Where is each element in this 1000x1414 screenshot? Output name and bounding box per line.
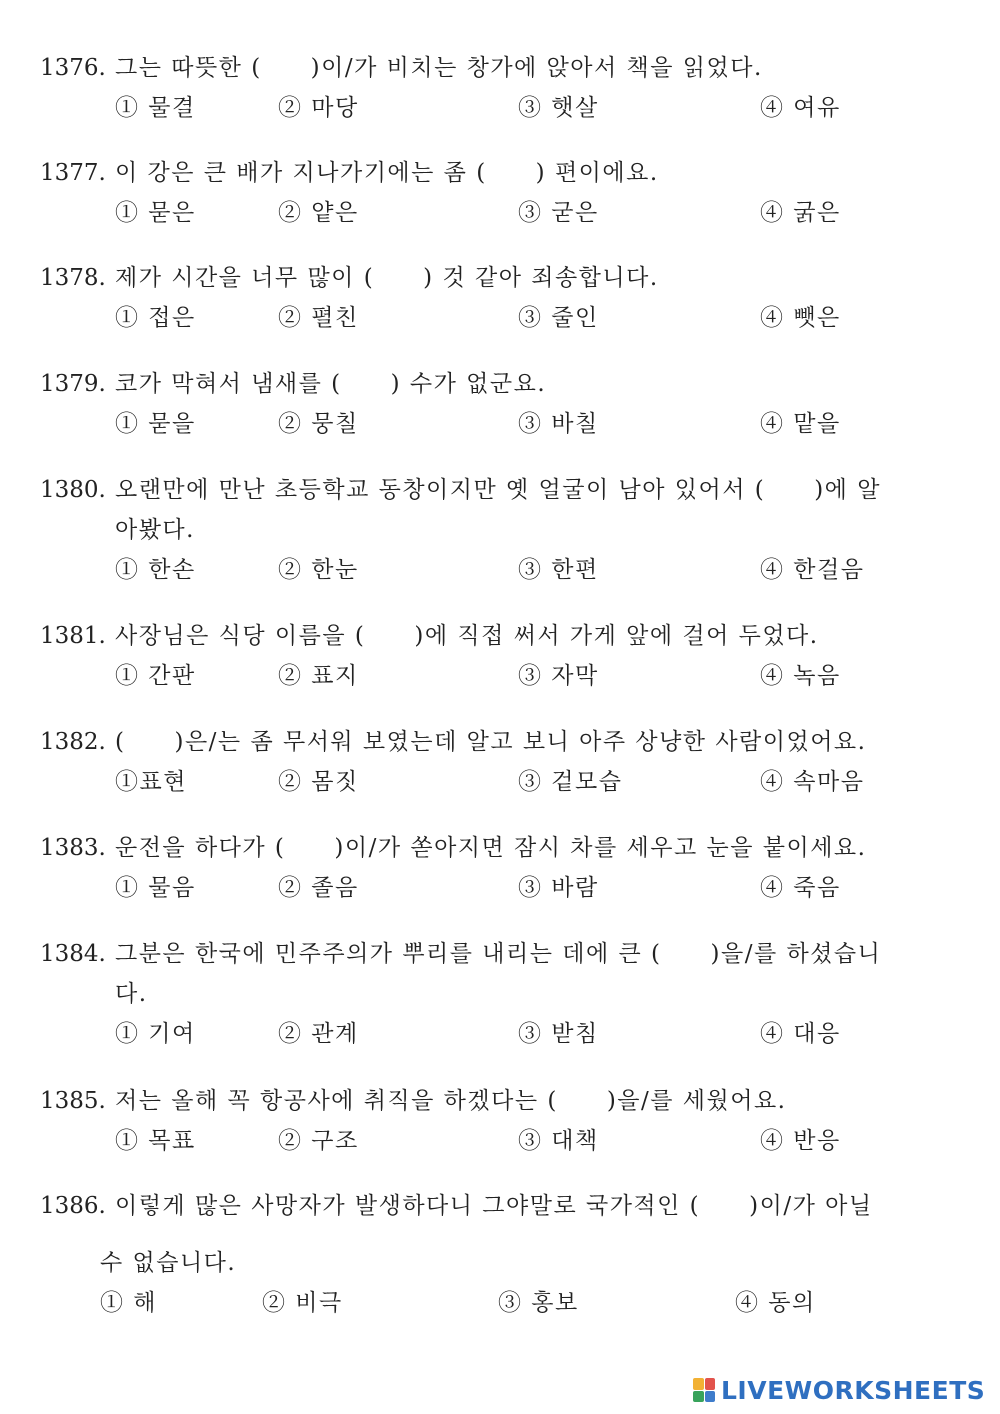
- question-1384: [0, 934, 1000, 1054]
- logo-square-yellow: [693, 1378, 704, 1390]
- question-1382: [0, 722, 1000, 802]
- question-text: 제가 시간을 너무 많이 ( ) 것 같아 죄송합니다.: [115, 265, 659, 291]
- question-number: 1383.: [40, 835, 106, 861]
- option-4: ④ 맡을: [760, 411, 841, 437]
- question-1380: [0, 470, 1000, 590]
- option-3: ③ 줄인: [518, 305, 599, 331]
- question-number: 1380.: [40, 477, 106, 503]
- question-1383: [0, 828, 1000, 908]
- question-1381: [0, 616, 1000, 696]
- option-1: ① 접은: [115, 305, 196, 331]
- question-text: 사장님은 식당 이름을 ( )에 직접 써서 가게 앞에 걸어 두었다.: [115, 623, 819, 649]
- question-number: 1385.: [40, 1088, 106, 1114]
- question-text: 코가 막혀서 냄새를 ( ) 수가 없군요.: [115, 371, 547, 397]
- option-2: ② 몸짓: [278, 769, 359, 795]
- option-3: ③ 굳은: [518, 200, 599, 226]
- question-number: 1377.: [40, 160, 106, 186]
- option-2: ② 펼친: [278, 305, 359, 331]
- question-number: 1379.: [40, 371, 106, 397]
- option-1: ① 묻은: [115, 200, 196, 226]
- question-number: 1384.: [40, 941, 106, 967]
- liveworksheets-mark-icon: [693, 1378, 715, 1402]
- option-2: ② 한눈: [278, 557, 359, 583]
- question-text-continuation: 아봤다.: [115, 517, 195, 543]
- option-2: ② 졸음: [278, 875, 359, 901]
- option-3: ③ 겉모습: [518, 769, 623, 795]
- option-1: ① 기여: [115, 1021, 196, 1047]
- option-2: ② 표지: [278, 663, 359, 689]
- question-1386: [0, 1186, 1000, 1323]
- option-1: ① 묻을: [115, 411, 196, 437]
- option-4: ④ 녹음: [760, 663, 841, 689]
- option-4: ④ 동의: [735, 1290, 816, 1316]
- option-2: ② 비극: [262, 1290, 343, 1316]
- option-1: ① 물음: [115, 875, 196, 901]
- option-3: ③ 한편: [518, 557, 599, 583]
- option-2: ② 뭉칠: [278, 411, 359, 437]
- option-3: ③ 햇살: [518, 95, 599, 121]
- option-4: ④ 굵은: [760, 200, 841, 226]
- option-1: ①표현: [115, 769, 187, 795]
- question-text: 오랜만에 만난 초등학교 동창이지만 옛 얼굴이 남아 있어서 ( )에 알: [115, 477, 881, 503]
- option-1: ① 목표: [115, 1128, 196, 1154]
- logo-square-red: [705, 1378, 716, 1390]
- option-3: ③ 홍보: [498, 1290, 579, 1316]
- option-3: ③ 받침: [518, 1021, 599, 1047]
- question-text: 이 강은 큰 배가 지나가기에는 좀 ( ) 편이에요.: [115, 160, 659, 186]
- option-4: ④ 여유: [760, 95, 841, 121]
- question-text: 이렇게 많은 사망자가 발생하다니 그야말로 국가적인 ( )이/가 아닐: [115, 1193, 873, 1219]
- question-1378: [0, 258, 1000, 338]
- question-text: 그분은 한국에 민주주의가 뿌리를 내리는 데에 큰 ( )을/를 하셨습니: [115, 941, 882, 967]
- option-4: ④ 죽음: [760, 875, 841, 901]
- option-1: ① 물결: [115, 95, 196, 121]
- logo-square-blue: [705, 1391, 716, 1403]
- question-number: 1386.: [40, 1193, 106, 1219]
- question-1376: [0, 48, 1000, 128]
- question-text: 저는 올해 꼭 항공사에 취직을 하겠다는 ( )을/를 세웠어요.: [115, 1088, 787, 1114]
- liveworksheets-logo: [693, 1375, 985, 1405]
- option-1: ① 한손: [115, 557, 196, 583]
- option-4: ④ 뺏은: [760, 305, 841, 331]
- question-number: 1376.: [40, 55, 106, 81]
- option-2: ② 구조: [278, 1128, 359, 1154]
- question-number: 1381.: [40, 623, 106, 649]
- option-3: ③ 자막: [518, 663, 599, 689]
- option-1: ① 해: [100, 1290, 158, 1316]
- option-3: ③ 바람: [518, 875, 599, 901]
- question-text: 운전을 하다가 ( )이/가 쏟아지면 잠시 차를 세우고 눈을 붙이세요.: [115, 835, 867, 861]
- question-number: 1378.: [40, 265, 106, 291]
- option-3: ③ 바칠: [518, 411, 599, 437]
- question-text-continuation: 다.: [115, 981, 148, 1007]
- option-4: ④ 대응: [760, 1021, 841, 1047]
- question-text: ( )은/는 좀 무서워 보였는데 알고 보니 아주 상냥한 사람이었어요.: [115, 729, 867, 755]
- option-4: ④ 반응: [760, 1128, 841, 1154]
- option-2: ② 관계: [278, 1021, 359, 1047]
- logo-square-green: [693, 1391, 704, 1403]
- brand-name: LIVEWORKSHEETS: [721, 1375, 986, 1405]
- option-3: ③ 대책: [518, 1128, 599, 1154]
- question-text-continuation: 수 없습니다.: [100, 1250, 237, 1276]
- option-2: ② 얕은: [278, 200, 359, 226]
- option-1: ① 간판: [115, 663, 196, 689]
- question-number: 1382.: [40, 729, 106, 755]
- question-1379: [0, 364, 1000, 444]
- question-1377: [0, 153, 1000, 233]
- option-4: ④ 속마음: [760, 769, 865, 795]
- question-1385: [0, 1081, 1000, 1161]
- option-4: ④ 한걸음: [760, 557, 865, 583]
- question-text: 그는 따뜻한 ( )이/가 비치는 창가에 앉아서 책을 읽었다.: [115, 55, 763, 81]
- option-2: ② 마당: [278, 95, 359, 121]
